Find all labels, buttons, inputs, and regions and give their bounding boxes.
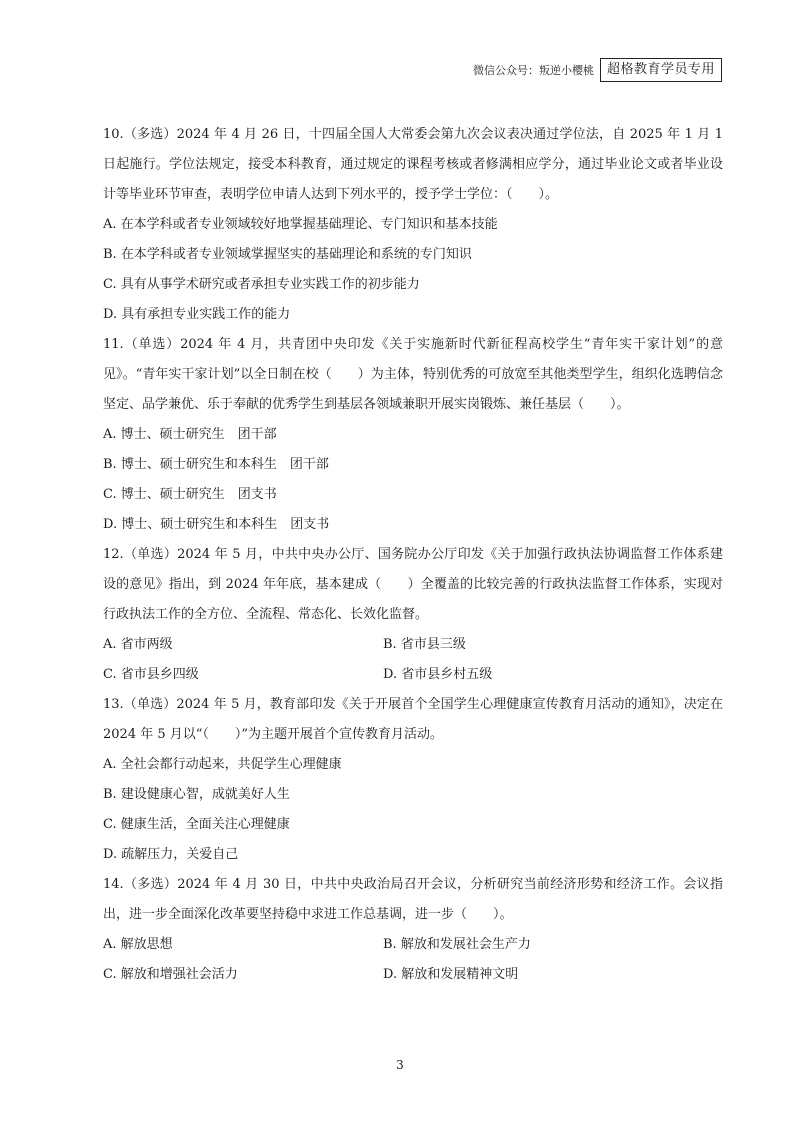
option-b: B. 在本学科或者专业领域掌握坚实的基础理论和系统的专门知识	[103, 247, 472, 262]
question-stem: 12.（单选）2024 年 5 月，中共中央办公厅、国务院办公厅印发《关于加强行政执法协调监督工作体系建设的意见》指出，到 2024 年年底，基本建成（ ）全覆盖的比较完善的行政执法监督工作体系，实现对行政执法工作的全方位、全流程、常态化、长效化监督。	[103, 547, 723, 622]
option-c: C. 博士、硕士研究生 团支书	[103, 487, 277, 502]
option-row	[103, 960, 723, 990]
question-12	[103, 540, 723, 690]
page-header	[473, 58, 722, 82]
question-10	[103, 120, 723, 330]
student-only-badge: 超格教育学员专用	[600, 58, 722, 82]
question-13	[103, 690, 723, 870]
option-c: C. 省市县乡四级	[103, 667, 199, 682]
question-stem: 10.（多选）2024 年 4 月 26 日，十四届全国人大常委会第九次会议表决通过学位法，自 2025 年 1 月 1 日起施行。学位法规定，接受本科教育，通过规定的课程考核或者修满相应学分，通过毕业论文或者毕业设计等毕业环节审查，表明学位申请人达到下列水平的，授予学士学位：（ ）。	[103, 127, 723, 202]
option-b: B. 建设健康心智，成就美好人生	[103, 787, 290, 802]
option-row	[103, 630, 723, 660]
option-b: B. 解放和发展社会生产力	[383, 937, 531, 952]
question-11	[103, 330, 723, 540]
option-d: D. 解放和发展精神文明	[383, 967, 519, 982]
option-b: B. 省市县三级	[383, 637, 466, 652]
option-d: D. 具有承担专业实践工作的能力	[103, 307, 291, 322]
question-14	[103, 870, 723, 990]
option-a: A. 全社会都行动起来，共促学生心理健康	[103, 757, 342, 772]
question-stem: 11.（单选）2024 年 4 月，共青团中央印发《关于实施新时代新征程高校学生“青年实干家计划”的意见》。“青年实干家计划”以全日制在校（ ）为主体，特别优秀的可放宽至其他类型学生，组织化选聘信念坚定、品学兼优、乐于奉献的优秀学生到基层各领域兼职开展实岗锻炼、兼任基层（ ）。	[103, 337, 723, 412]
option-d: D. 博士、硕士研究生和本科生 团支书	[103, 517, 330, 532]
question-stem: 13.（单选）2024 年 5 月，教育部印发《关于开展首个全国学生心理健康宣传教育月活动的通知》，决定在 2024 年 5 月以“（ ）”为主题开展首个宣传教育月活动。	[103, 697, 723, 742]
option-a: A. 博士、硕士研究生 团干部	[103, 427, 277, 442]
option-c: C. 健康生活，全面关注心理健康	[103, 817, 290, 832]
page-number: 3	[396, 1058, 404, 1072]
wechat-account-label: 微信公众号：叛逆小樱桃	[472, 64, 594, 77]
option-b: B. 博士、硕士研究生和本科生 团干部	[103, 457, 329, 472]
question-stem: 14.（多选）2024 年 4 月 30 日，中共中央政治局召开会议，分析研究当前经济形势和经济工作。会议指出，进一步全面深化改革要坚持稳中求进工作总基调，进一步（ ）。	[103, 877, 723, 922]
option-a: A. 在本学科或者专业领域较好地掌握基础理论、专门知识和基本技能	[103, 217, 498, 232]
option-d: D. 疏解压力，关爱自己	[103, 847, 239, 862]
option-a: A. 省市两级	[103, 637, 173, 652]
option-row	[103, 930, 723, 960]
option-a: A. 解放思想	[103, 937, 173, 952]
option-c: C. 具有从事学术研究或者承担专业实践工作的初步能力	[103, 277, 420, 292]
option-c: C. 解放和增强社会活力	[103, 967, 238, 982]
question-list	[103, 120, 723, 990]
option-row	[103, 660, 723, 690]
option-d: D. 省市县乡村五级	[383, 667, 493, 682]
